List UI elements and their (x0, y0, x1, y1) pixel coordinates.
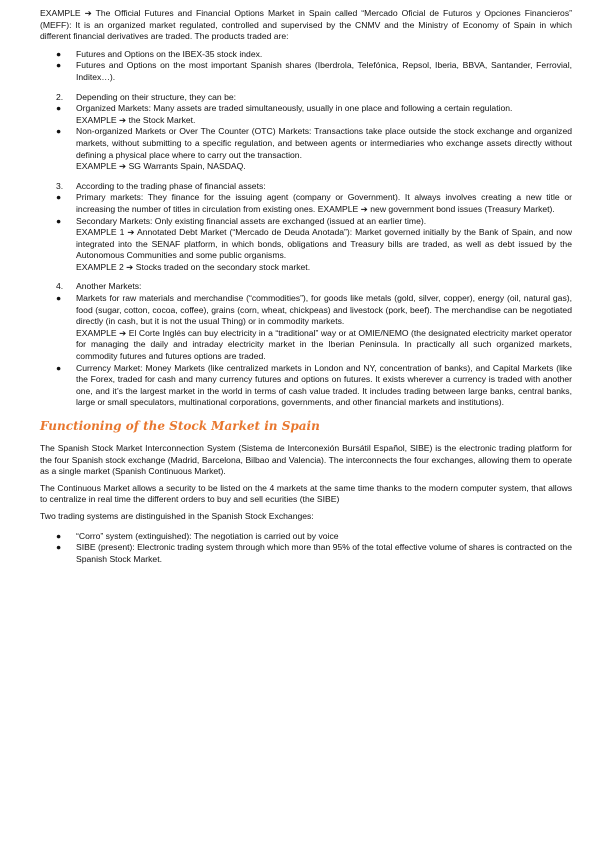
bullet-icon: ● (56, 60, 62, 71)
trading-phase-list (40, 192, 572, 273)
example-text: EXAMPLE ➔ SG Warrants Spain, NASDAQ. (76, 161, 246, 172)
list-item: ● Markets for raw materials and merchandise (“commodities”), for goods like metals (gold, silver, copper), energy (oil, natural gas), food (sugar, cotton, cocoa, coffee), grains (corn, wheat, chickpeas) and livestock (pork, beef). The merchandise can be negotiated directly (in cash, but it is not the usual Thing) or in commodity markets. EXAMPLE ➔ El Corte Inglés can buy electricity in a “traditional” way or at OMIE/NEMO (the designated electricity market operator for managing the daily and intraday electricity market in the Iberian Peninsula. In practically all such organized markets, commodity futures and futures options are traded. (56, 293, 572, 362)
list-item: ● “Corro” system (extinguished): The negotiation is carried out by voice (56, 530, 339, 541)
bullet-icon: ● (56, 293, 62, 304)
bullet-icon: ● (56, 542, 62, 553)
bullet-icon: ● (56, 192, 62, 203)
bullet-icon: ● (56, 530, 62, 541)
example-text: EXAMPLE ➔ El Corte Inglés can buy electricity in a “traditional” way or at OMIE/NEMO (the designated electricity market operator for managing the daily and intraday electricity market in the Iberian Peninsula. In practically all such organized markets, commodity futures and futures options are traded. (76, 327, 572, 362)
section-structure (40, 92, 572, 173)
bullet-icon: ● (56, 126, 62, 137)
list-item: ● Futures and Options on the most important Spanish shares (Iberdrola, Telefónica, Repsol, Iberia, BBVA, Santander, Ferrovial, Inditex…). (56, 60, 572, 82)
section-heading: 3. According to the trading phase of financial assets: (56, 180, 266, 191)
example-text: EXAMPLE ➔ the Stock Market. (76, 114, 196, 125)
bullet-icon: ● (56, 362, 62, 373)
bullet-icon: ● (56, 103, 62, 114)
paragraph: Two trading systems are distinguished in the Spanish Stock Exchanges: (40, 510, 314, 521)
list-item: ● Currency Market: Money Markets (like centralized markets in London and NY, concentration of banks), and Capital Markets (like the Forex, traded for cash and many currency futures and options on futures. It exists wherever a currency is traded with another one, and it’s the largest market in the world in terms of cash value traded. It includes trading between large banks, central banks, large or small speculators, multinational corporations, governments, and other financial markets and institutions). (56, 362, 572, 408)
paragraph: The Spanish Stock Market Interconnection System (Sistema de Interconexión Bursátil Español, SIBE) is the electronic trading platform for the four Spanish stock exchange (Madrid, Barcelona, Bilbao and Valencia). The interconnects the four exchanges, allowing them to operate as a single market (Spanish Continuous Market). (40, 443, 572, 477)
intro-paragraph: EXAMPLE ➔ The Official Futures and Financial Options Market in Spain called “Mercado Oficial de Futuros y Opciones Financieros” (MEFF): It is an organized market regulated, controlled and supervised by the CNMV and the Ministry of Economy of Spain in which different financial derivatives are traded. The products traded are: (40, 8, 572, 42)
list-item: ● SIBE (present): Electronic trading system through which more than 95% of the total effective volume of shares is contracted on the Spanish Stock Market. (56, 542, 572, 564)
structure-list (40, 103, 572, 173)
intro-list (40, 49, 572, 84)
list-item: ● Primary markets: They finance for the issuing agent (company or Government). It always involves creating a new title or increasing the number of titles in circulation from existing ones. EXAMPLE ➔ new government bond issues (Treasury Market). (56, 192, 572, 214)
bullet-icon: ● (56, 215, 62, 226)
section-another-markets (40, 281, 572, 409)
example-text: EXAMPLE 2 ➔ Stocks traded on the secondary stock market. (76, 261, 311, 272)
paragraph: The Continuous Market allows a security to be listed on the 4 markets at the same time thanks to the modern computer system, that allows to centralize in real time the different orders to buy and sell ecurities (the SIBE) (40, 482, 572, 505)
bullet-icon: ● (56, 48, 62, 59)
list-item: ● Secondary Markets: Only existing financial assets are exchanged (issued at an earlier time). EXAMPLE 1 ➔ Annotated Debt Market (“Mercado de Deuda Anotada”): Market governed initially by the Bank of Spain, and now integrated into the SENAF platform, in which bonds, obligations and Treasury bills are traded, as well as debt issued by the Autonomous Communities and some public organisms. EXAMPLE 2 ➔ Stocks traded on the secondary stock market. (56, 215, 572, 272)
list-item: ● Futures and Options on the IBEX-35 stock index. (56, 48, 263, 59)
trading-systems-list (40, 531, 572, 566)
list-item: ● Non-organized Markets or Over The Counter (OTC) Markets: Transactions take place outside the stock exchange and organized markets, without submitting to a specific regulation, and between agents or intermediaries who exchange assets directly without defining a physical place where to carry out the transaction. EXAMPLE ➔ SG Warrants Spain, NASDAQ. (56, 126, 572, 172)
list-item: ● Organized Markets: Many assets are traded simultaneously, usually in one place and following a certain regulation. EXAMPLE ➔ the Stock Market. (40, 103, 572, 126)
section-heading: 4. Another Markets: (56, 281, 142, 292)
section-heading: 2. Depending on their structure, they can be: (56, 91, 237, 102)
section-trading-phase (40, 181, 572, 274)
another-markets-list (40, 293, 572, 409)
example-text: EXAMPLE 1 ➔ Annotated Debt Market (“Mercado de Deuda Anotada”): Market governed initially by the Bank of Spain, and now integrated into the SENAF platform, in which bonds, obligations and Treasury bills are traded, as well as debt issued by the Autonomous Communities and some public organisms. (76, 227, 572, 261)
document-page (40, 8, 572, 565)
section-title: Functioning of the Stock Market in Spain (40, 419, 320, 433)
